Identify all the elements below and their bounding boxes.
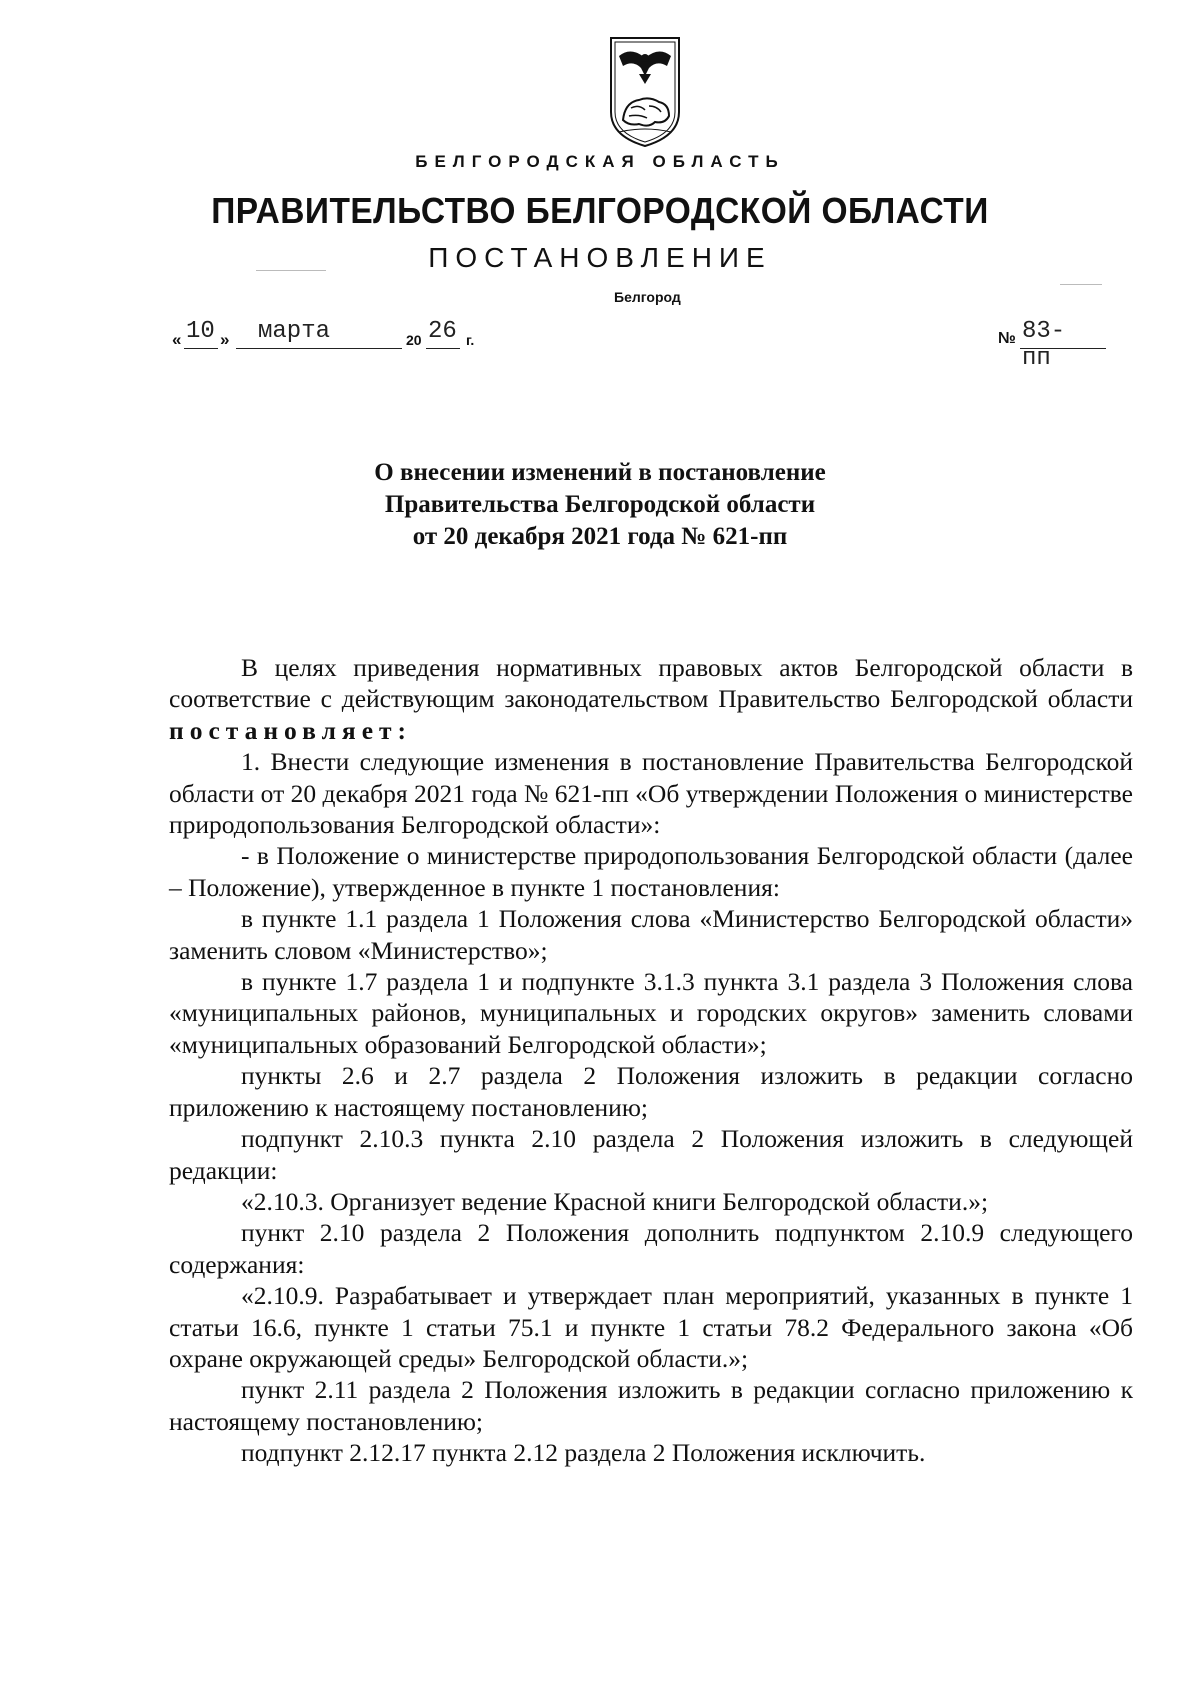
year-underline [426,348,460,349]
paragraph-amendment: в пункте 1.7 раздела 1 и подпункте 3.1.3 пункта 3.1 раздела 3 Положения слова «муниципальных районов, муниципальных и городских округов» заменить словами «муниципальных образований Белгородской области»; [169,967,1133,1059]
document-title [0,457,1200,553]
paragraph-amendment-intro: - в Положение о министерстве природопользования Белгородской области (далее – Положение), утвержденное в пункте 1 постановления: [169,841,1133,902]
month-underline [236,348,402,349]
day-underline [184,348,218,349]
number-label: № [998,330,1016,347]
number-underline [1020,348,1106,349]
title-line-2: Правительства Белгородской области [384,491,816,518]
preamble-text: В целях приведения нормативных правовых актов Белгородской области в соответствие с действующим законодательством Правительство Белгородской области [169,653,1133,714]
date-close-quote: » [220,330,230,349]
year-mark: г. [466,332,475,348]
paragraph-amendment: подпункт 2.10.3 пункта 2.10 раздела 2 Положения изложить в следующей редакции: [169,1124,1133,1185]
region-name: БЕЛГОРОДСКАЯ ОБЛАСТЬ [415,152,785,171]
city-name: Белгород [614,289,681,305]
paragraph-item-1: 1. Внести следующие изменения в постановление Правительства Белгородской области от 20 декабря 2021 года № 621-пп «Об утверждении Положения о министерстве природопользования Белгородской области»: [169,747,1133,840]
paragraph-amendment: подпункт 2.12.17 пункта 2.12 раздела 2 Положения исключить. [241,1438,926,1468]
scan-artifact [1060,284,1102,285]
scan-artifact [256,270,326,271]
preamble-colon: : [397,715,407,745]
title-line-1: О внесении изменений в постановление [374,459,826,486]
document-body [169,652,1133,1469]
paragraph-amendment: пункт 2.11 раздела 2 Положения изложить в редакции согласно приложению к настоящему постановлению; [169,1375,1133,1436]
preamble-emphasis: постановляет [169,715,398,745]
title-line-3: от 20 декабря 2021 года № 621-пп [412,523,788,550]
government-name: ПРАВИТЕЛЬСТВО БЕЛГОРОДСКОЙ ОБЛАСТИ [211,190,989,231]
paragraph-preamble [169,652,1133,746]
document-type: ПОСТАНОВЛЕНИЕ [428,242,772,273]
year-suffix: 26 [428,318,457,345]
paragraph-amendment: пункты 2.6 и 2.7 раздела 2 Положения изложить в редакции согласно приложению к настоящему постановлению; [169,1061,1133,1122]
paragraph-quote: «2.10.3. Организует ведение Красной книги Белгородской области.»; [241,1186,989,1216]
date-open-quote: « [172,330,182,349]
date-month: марта [258,318,331,345]
number-value: 83-пп [1022,318,1066,372]
paragraph-quote: «2.10.9. Разрабатывает и утверждает план мероприятий, указанных в пункте 1 статьи 16.6, пункте 1 статьи 75.1 и пункте 1 статьи 78.2 Федерального закона «Об охране окружающей среды» Белгородской области.»; [169,1281,1133,1373]
paragraph-amendment: в пункте 1.1 раздела 1 Положения слова «Министерство Белгородской области» заменить словом «Министерство»; [169,904,1133,965]
coat-of-arms-icon [609,36,681,148]
year-prefix: 20 [406,332,422,348]
date-day: 10 [186,318,215,345]
paragraph-amendment: пункт 2.10 раздела 2 Положения дополнить подпунктом 2.10.9 следующего содержания: [169,1218,1133,1279]
